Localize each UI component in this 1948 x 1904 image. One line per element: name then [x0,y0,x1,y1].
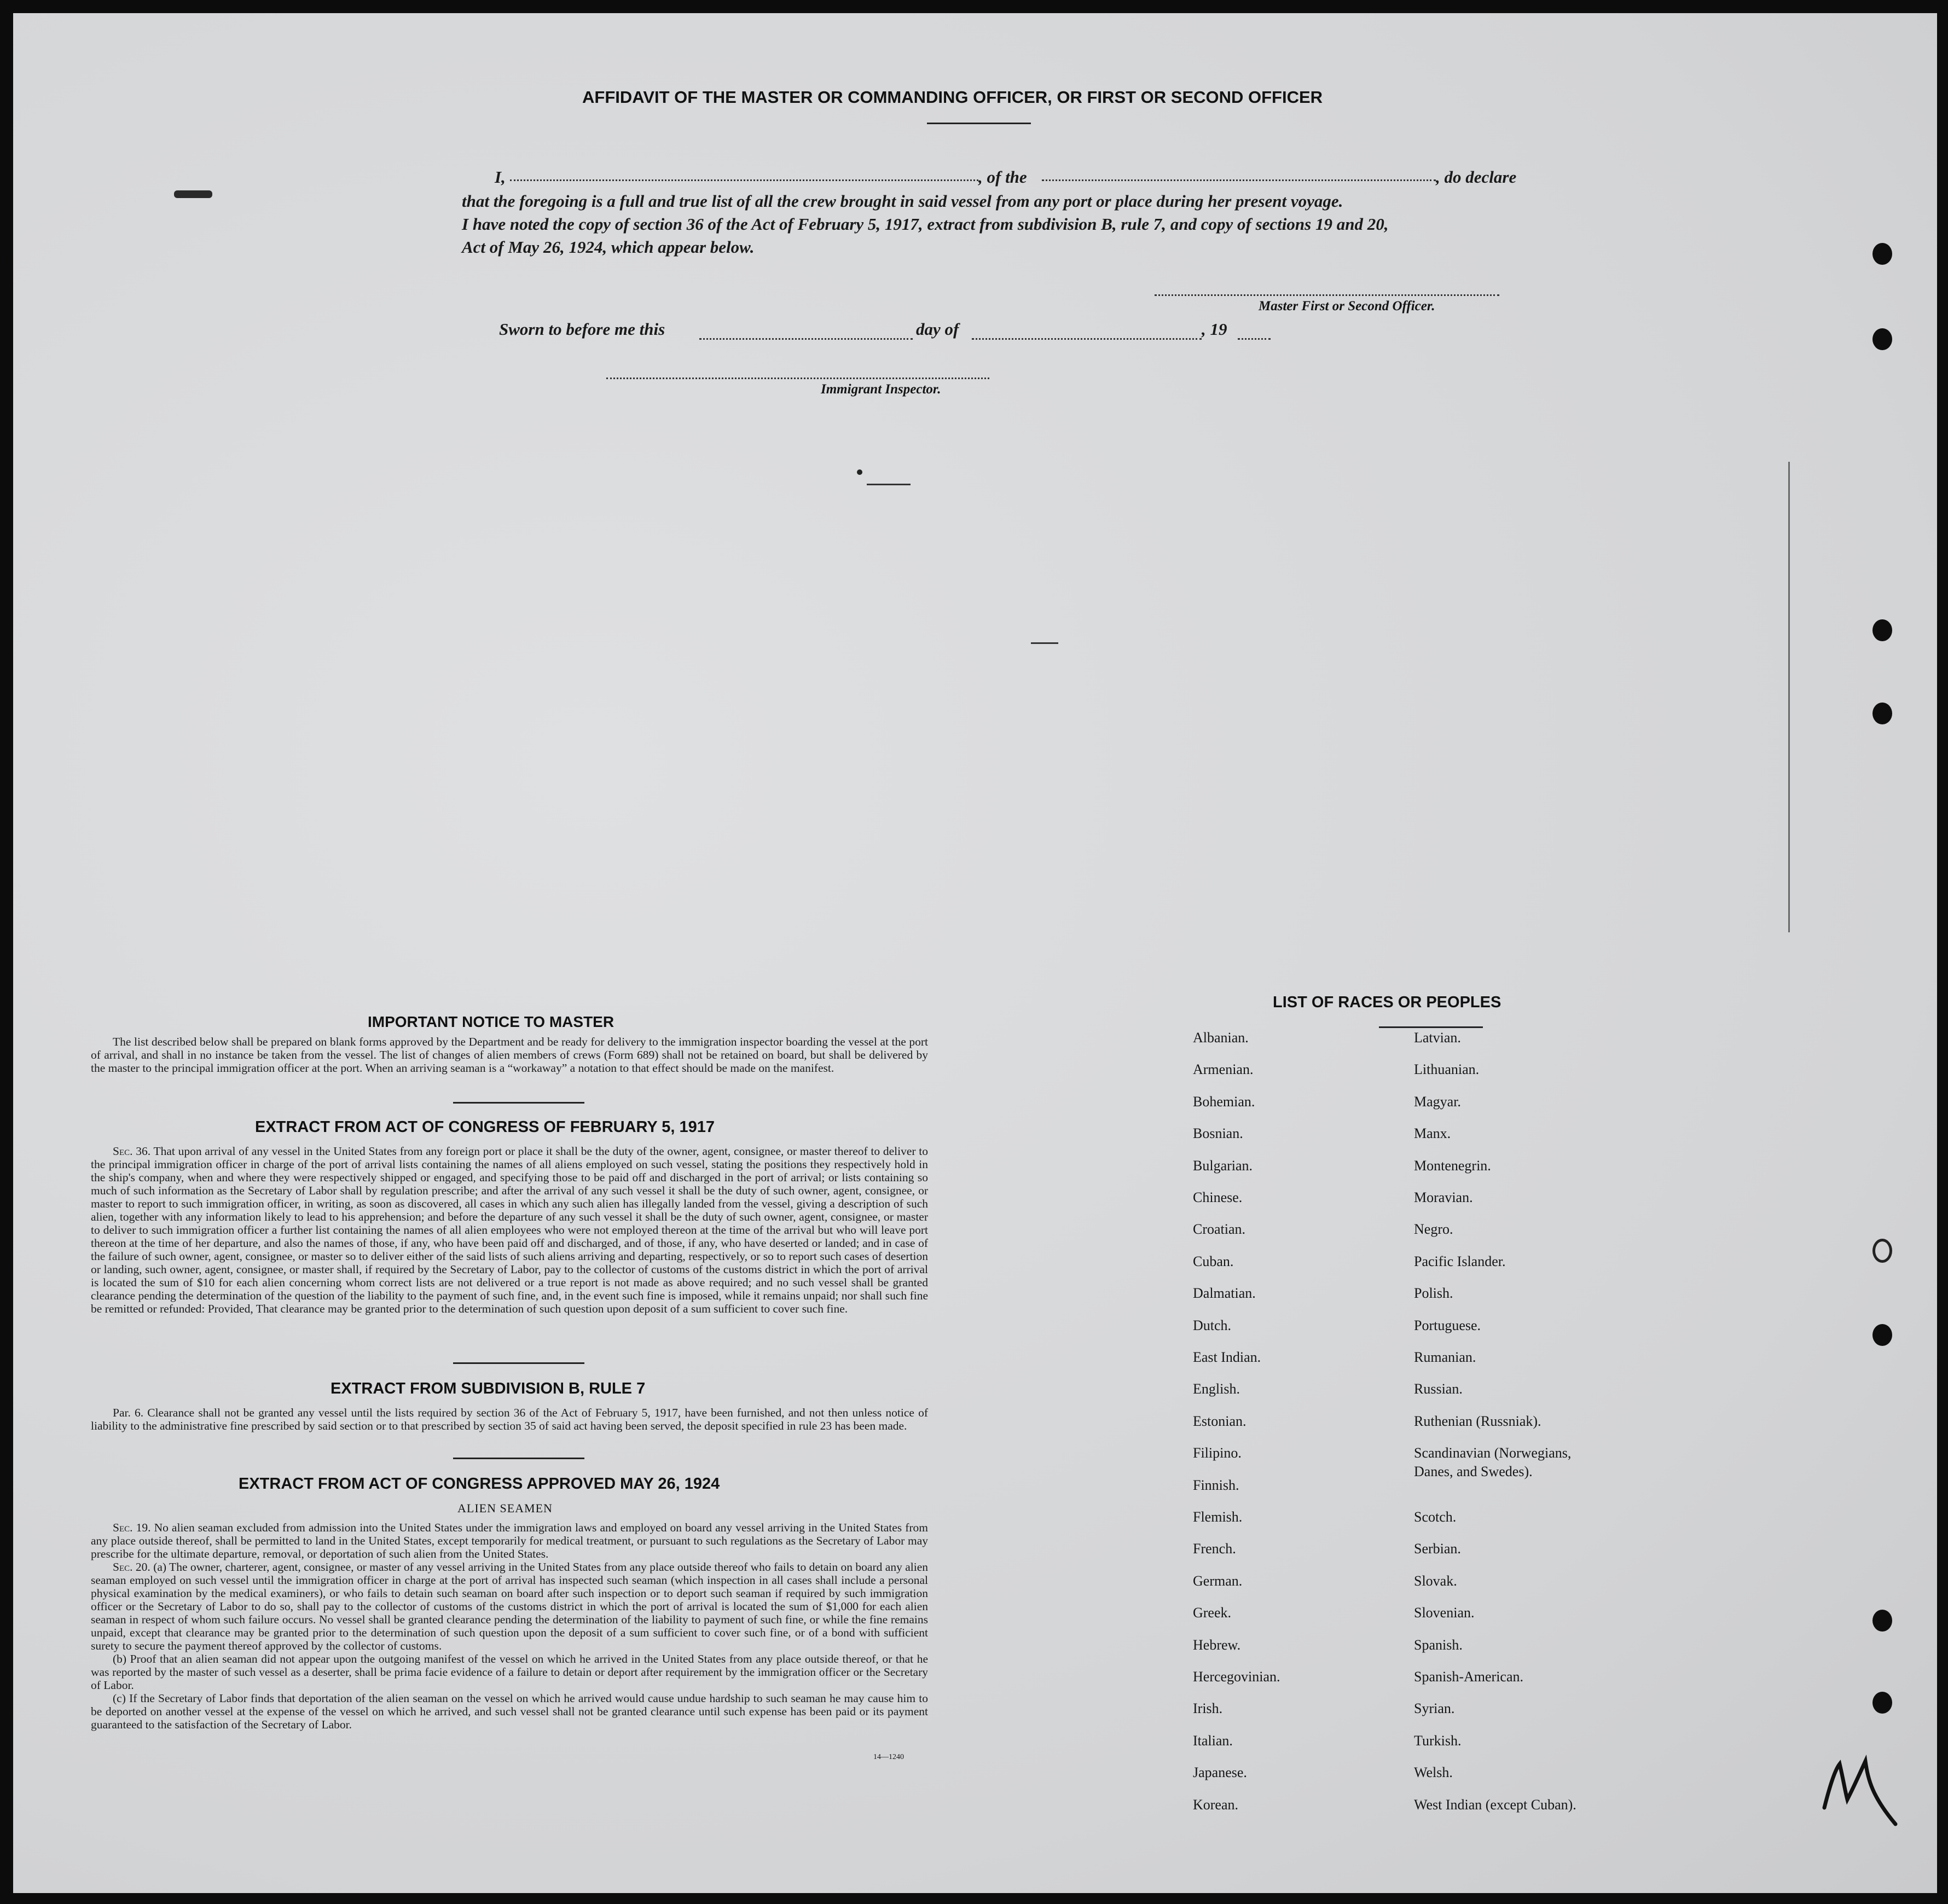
race-item: Estonian. [1193,1413,1247,1429]
binder-hole [1872,1324,1892,1346]
race-item: Pacific Islander. [1414,1253,1506,1269]
race-item: Scotch. [1414,1509,1457,1525]
race-item: East Indian. [1193,1349,1261,1365]
month-blank[interactable] [972,338,1202,340]
affidavit-title: AFFIDAVIT OF THE MASTER OR COMMANDING OFFICER, OR FIRST OR SECOND OFFICER [582,88,1323,107]
affidavit-line-2: that the foregoing is a full and true list of all the crew brought in said vessel from any port or place during her present voyage. [462,191,1343,211]
extract-1917-text [91,1145,928,1315]
race-item: Bohemian. [1193,1093,1255,1110]
section-36-text: That upon arrival of any vessel in the United States from any foreign port or place it shall be the duty of the owner, agent, consignee, or master thereof to deliver to the principal immigration officer in charge of the port of arrival lists containing the names of all aliens employed on such vessel, stating the positions they respectively hold in the ship's company, when and where they were respectively shipped or engaged, and specifying those to be paid off and discharged in the port of arrival; or lists containing so much of such information as the Secretary of Labor shall by regulation prescribe; and after the arrival of any such vessel it shall be the duty of such owner, agent, consignee, or master to report to such immigration officer, in writing, as soon as discovered, all cases in which any such alien has illegally landed from the vessel, giving a description of such alien, together with any information likely to lead to his apprehension; and before the departure of any such vessel it shall be the duty of such owner, agent, consignee, or master to deliver to such immigration officer a further list containing the names of all alien employees who were not employed thereon at the time of the arrival but who will leave port thereon at the time of her departure, and also the names of those, if any, who have been paid off and discharged, and of those, if any, who have deserted or landed; and in case of the failure of such owner, agent, consignee, or master so to deliver either of the said lists of such aliens arriving and departing, respectively, or so to report such cases of desertion or landing, such owner, agent, consignee, or master shall, if required by the Secretary of Labor, pay to the collector of customs of the customs district in which the port of arrival is located the sum of $10 for each alien concerning whom correct lists are not delivered or a true report is not made as above required; and no such vessel shall be granted clearance pending the determination of the question of the liability to the payment of such fine, and, in the event such fine is imposed, while it remains unpaid; nor shall such fine be remitted or refunded: Provided, That clearance may be granted prior to the determination of such question upon deposit of a sum sufficient to cover such fine. [91,1145,928,1315]
document-page [13,13,1937,1893]
notice-text [91,1035,928,1075]
race-item: Montenegrin. [1414,1157,1491,1174]
race-item: Polish. [1414,1285,1453,1302]
affidavit-of-the: , of the [978,167,1027,187]
race-item: Bosnian. [1193,1125,1243,1142]
form-number: 14—1240 [873,1753,904,1761]
race-item: German. [1193,1572,1243,1589]
stray-mark [867,484,911,485]
binder-hole [1872,1692,1892,1714]
edge-line [1788,462,1790,932]
sworn-date-blank[interactable] [699,338,913,340]
race-item: Negro. [1414,1221,1453,1238]
sworn-label: Sworn to before me this [499,320,665,339]
race-item: Cuban. [1193,1253,1234,1269]
race-item: Bulgarian. [1193,1157,1253,1174]
race-item: Dalmatian. [1193,1285,1256,1302]
race-item: Spanish-American. [1414,1669,1524,1685]
race-item: Slovenian. [1414,1605,1475,1621]
race-item: Scandinavian (Norwegians, [1414,1445,1572,1461]
extract-1924-text [91,1521,928,1731]
extract-1924-title: EXTRACT FROM ACT OF CONGRESS APPROVED MAY 26, 1924 [239,1475,720,1493]
race-item: Korean. [1193,1796,1239,1813]
race-item: Hercegovinian. [1193,1669,1280,1685]
handwritten-mark [1813,1748,1906,1830]
affidavit-declare: , do declare [1436,167,1517,187]
race-item: Italian. [1193,1732,1233,1749]
race-item: Finnish. [1193,1477,1239,1493]
vessel-blank[interactable] [1042,179,1436,181]
binder-hole [1872,1239,1892,1263]
race-item: Slovak. [1414,1572,1457,1589]
binder-hole [1872,619,1892,641]
rule-7-title: EXTRACT FROM SUBDIVISION B, RULE 7 [331,1380,646,1397]
section-20c-text: (c) If the Secretary of Labor finds that deportation of the alien seaman on the vessel on which he arrived would cause undue hardship to such seaman he may cause him to be deported on another vessel at the expense of the vessel on which he arrived, and such vessel shall not be granted clearance until such expense has been paid or its payment guaranteed to the satisfaction of the Secretary of Labor. [91,1692,928,1731]
race-item: Moravian. [1414,1189,1473,1205]
master-signature-caption: Master First or Second Officer. [1259,299,1435,314]
extract-1917-title: EXTRACT FROM ACT OF CONGRESS OF FEBRUARY 5, 1917 [255,1118,715,1136]
divider-rule [453,1102,584,1104]
race-item: Dutch. [1193,1317,1232,1333]
race-item: Syrian. [1414,1700,1455,1717]
stray-mark [857,469,862,475]
race-item: Lithuanian. [1414,1061,1480,1078]
race-item: Danes, and Swedes). [1414,1464,1533,1480]
race-item: Albanian. [1193,1030,1249,1046]
race-item: Portuguese. [1414,1317,1481,1333]
race-item: French. [1193,1541,1236,1557]
race-item: Russian. [1414,1381,1463,1397]
race-item: West Indian (except Cuban). [1414,1796,1576,1813]
race-item: Armenian. [1193,1061,1254,1078]
binder-hole [1872,328,1892,350]
race-item: Turkish. [1414,1732,1462,1749]
affidavit-line-3: I have noted the copy of section 36 of the Act of February 5, 1917, extract from subdivision B, rule 7, and copy of sections 19 and 20, [462,214,1389,234]
section-label: Sec. 20. [113,1560,150,1574]
stray-mark [1031,642,1058,644]
race-item: Japanese. [1193,1764,1247,1781]
race-item: Ruthenian (Russniak). [1414,1413,1541,1429]
race-item: Rumanian. [1414,1349,1476,1365]
affidavit-title-rule [927,123,1031,124]
rule-7-paragraph: Par. 6. Clearance shall not be granted any vessel until the lists required by section 36 of the Act of February 5, 1917, have been furnished, and not then unless notice of liability to the administrative fine prescribed by said section or to that prescribed by section 35 of said act having been served, the deposit specified in rule 23 has been made. [91,1406,928,1432]
notice-title: IMPORTANT NOTICE TO MASTER [368,1013,614,1030]
race-item: Welsh. [1414,1764,1453,1781]
race-item: Serbian. [1414,1541,1461,1557]
race-item: Flemish. [1193,1509,1243,1525]
affidavit-i: I, [495,167,506,187]
race-item: Filipino. [1193,1445,1242,1461]
races-title: LIST OF RACES OR PEOPLES [1273,994,1501,1011]
binder-hole [1872,243,1892,265]
race-item: Irish. [1193,1700,1223,1717]
race-item: Spanish. [1414,1636,1463,1653]
name-blank[interactable] [510,179,978,181]
races-title-rule [1379,1026,1483,1028]
rule-7-text [91,1406,928,1432]
section-20a-text: (a) The owner, charterer, agent, consignee, or master of any vessel arriving in the United States from any place outside thereof who fails to detain on board any alien seaman employed on such vessel until the immigration officer in charge at the port of arrival has inspected such seaman (which inspection in all cases shall include a personal physical examination by the medical examiners), or who fails to detain such seaman on board after such inspection or to deport such seaman if required by such immigration officer or the Secretary of Labor to do so, shall pay to the collector of customs of the customs district in which the port of arrival is located the sum of $1,000 for each alien seaman in respect of whom such failure occurs. No vessel shall be granted clearance pending the determination of the liability to payment of such fine, or while the fine remains unpaid, except that clearance may be granted prior to the determination of such question upon the deposit of a sum sufficient to cover such fine, or of a bond with sufficient surety to secure the payment thereof approved by the collector of customs. [91,1560,929,1652]
section-label: Sec. 19. [113,1521,151,1534]
year-label: , 19 [1202,320,1227,339]
race-item: Chinese. [1193,1189,1243,1205]
master-signature-line[interactable] [1155,294,1499,296]
race-item: Latvian. [1414,1030,1461,1046]
affidavit-line-4: Act of May 26, 1924, which appear below. [462,237,755,257]
inspector-caption: Immigrant Inspector. [821,382,941,397]
day-of-label: day of [916,320,959,339]
notice-paragraph: The list described below shall be prepared on blank forms approved by the Department and be ready for delivery to the immigration inspector boarding the vessel at the port of arrival, and shall in no instance be taken from the vessel. The list of changes of alien members of crews (Form 689) shall not be retained on board, but shall be delivered by the master to the principal immigration officer at the port. When an arriving seaman is a “workaway” a notation to that effect should be made on the manifest. [91,1035,928,1075]
race-item: Croatian. [1193,1221,1246,1238]
binder-hole [1872,703,1892,724]
inspector-signature-line[interactable] [606,378,989,379]
section-19-text: No alien seaman excluded from admission into the United States under the immigration laws and employed on board any vessel arriving in the United States from any place outside thereof, shall be permitted to land in the United States, except temporarily for medical treatment, or pursuant to such regulations as the Secretary of Labor may prescribe for the ultimate departure, removal, or deportation of such alien from the United States. [91,1521,929,1560]
stray-mark [174,190,212,198]
divider-rule [453,1362,584,1364]
section-20b-text: (b) Proof that an alien seaman did not appear upon the outgoing manifest of the vessel on which he arrived in the United States from any place outside thereof, or that he was reported by the master of such vessel as a deserter, shall be prima facie evidence of a failure to detain or deport after requirement by the immigration officer or the Secretary of Labor. [91,1652,928,1692]
year-blank[interactable] [1238,338,1271,340]
race-item: English. [1193,1381,1240,1397]
race-item: Hebrew. [1193,1636,1241,1653]
divider-rule [453,1458,584,1459]
section-label: Sec. 36. [113,1145,151,1158]
binder-hole [1872,1610,1892,1632]
race-item: Magyar. [1414,1093,1461,1110]
alien-seamen-subtitle: ALIEN SEAMEN [457,1501,553,1515]
race-item: Manx. [1414,1125,1451,1142]
race-item: Greek. [1193,1605,1232,1621]
